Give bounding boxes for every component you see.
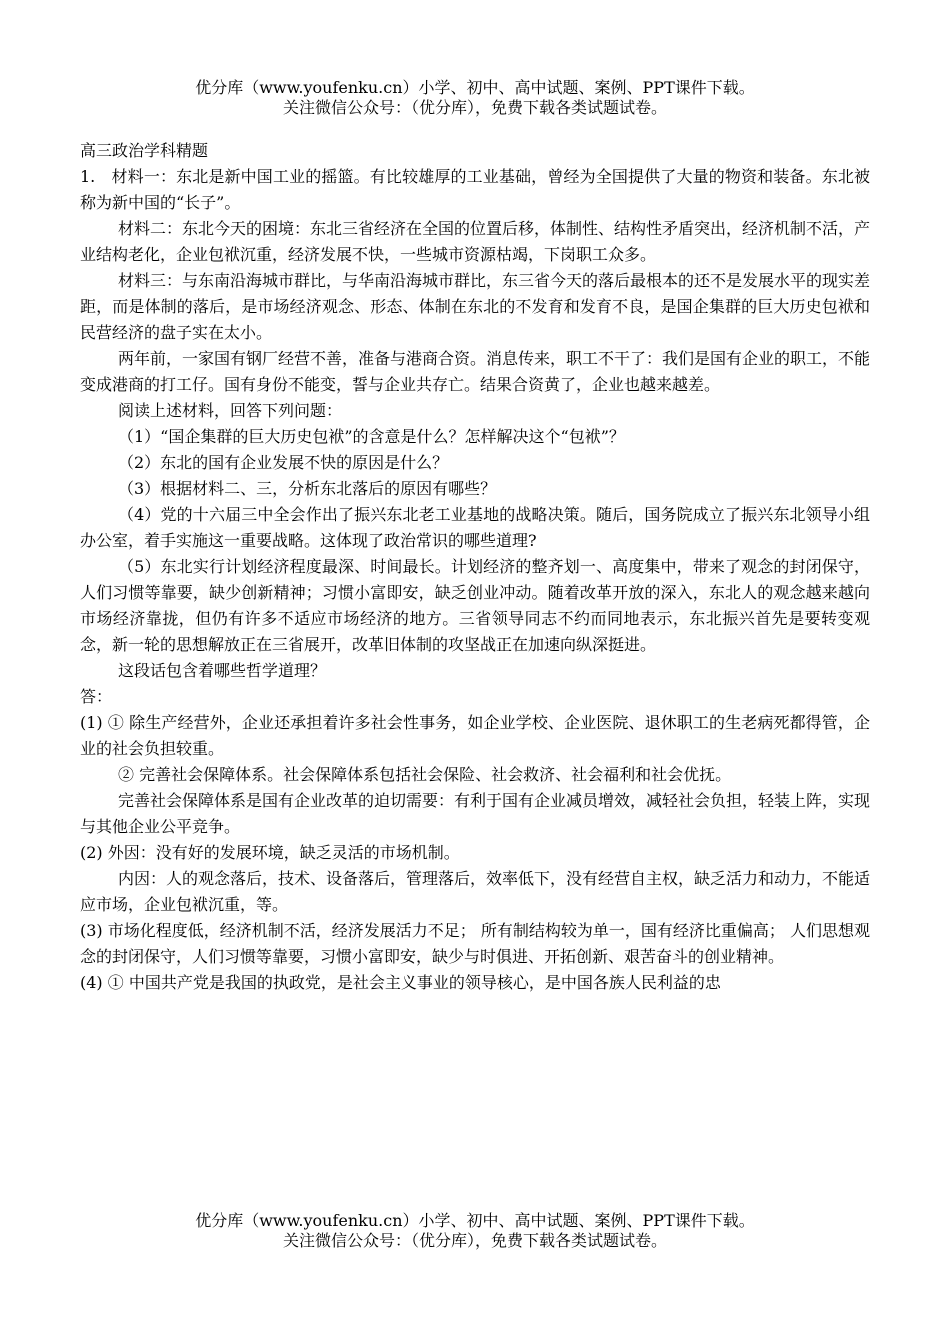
answer-1-part-3: 完善社会保障体系是国有企业改革的迫切需要：有利于国有企业减员增效，减轻社会负担，轻装上阵，实现与其他企业公平竞争。 xyxy=(80,791,871,836)
header-line-1: 优分库（www.youfenku.cn）小学、初中、高中试题、案例、PPT课件下载。 xyxy=(195,78,755,97)
answer-1-part-1: (1) ① 除生产经营外，企业还承担着许多社会性事务，如企业学校、企业医院、退休职工的生老病死都得管，企业的社会负担较重。 xyxy=(80,713,870,758)
footer-line-1: 优分库（www.youfenku.cn）小学、初中、高中试题、案例、PPT课件下载。 xyxy=(195,1211,755,1230)
question-1: （1）“国企集群的巨大历史包袱”的含意是什么？怎样解决这个“包袱”？ xyxy=(118,427,625,446)
answer-1-part-2: ② 完善社会保障体系。社会保障体系包括社会保险、社会救济、社会福利和社会优抚。 xyxy=(118,765,732,784)
answer-label: 答： xyxy=(80,687,113,706)
footer-line-2: 关注微信公众号：（优分库），免费下载各类试题试卷。 xyxy=(282,1231,667,1250)
material-two: 材料二：东北今天的困境：东北三省经济在全国的位置后移，体制性、结构性矛盾突出，经济机制不活，产业结构老化，企业包袱沉重，经济发展不快，一些城市资源枯竭，下岗职工众多。 xyxy=(80,219,871,264)
header-line-2: 关注微信公众号：（优分库），免费下载各类试题试卷。 xyxy=(282,98,667,117)
answer-2-part-1: (2) 外因：没有好的发展环境，缺乏灵活的市场机制。 xyxy=(80,843,460,862)
material-one: 1. 材料一：东北是新中国工业的摇篮。有比较雄厚的工业基础，曾经为全国提供了大量的物资和装备。东北被称为新中国的“长子”。 xyxy=(80,167,870,212)
material-three: 材料三：与东南沿海城市群比，与华南沿海城市群比，东三省今天的落后最根本的还不是发展水平的现实差距，而是体制的落后，是市场经济观念、形态、体制在东北的不发育和发育不良，是国企集群的巨大历史包袱和民营经济的盘子实在太小。 xyxy=(80,271,871,342)
story-paragraph: 两年前，一家国有钢厂经营不善，准备与港商合资。消息传来，职工不干了：我们是国有企业的职工，不能变成港商的打工仔。国有身份不能变，誓与企业共存亡。结果合资黄了，企业也越来越差。 xyxy=(80,349,871,394)
document-body xyxy=(80,138,870,996)
answer-4: (4) ① 中国共产党是我国的执政党，是社会主义事业的领导核心，是中国各族人民利益的忠 xyxy=(80,973,721,992)
question-4: （4）党的十六届三中全会作出了振兴东北老工业基地的战略决策。随后，国务院成立了振兴东北领导小组办公室，着手实施这一重要战略。这体现了政治常识的哪些道理? xyxy=(80,505,870,550)
question-prompt: 阅读上述材料，回答下列问题： xyxy=(118,401,343,420)
answer-2-part-2: 内因：人的观念落后，技术、设备落后，管理落后，效率低下，没有经营自主权，缺乏活力和动力，不能适应市场，企业包袱沉重，等。 xyxy=(80,869,871,914)
question-5: （5）东北实行计划经济程度最深、时间最长。计划经济的整齐划一、高度集中，带来了观念的封闭保守，人们习惯等靠要，缺少创新精神；习惯小富即安，缺乏创业冲动。随着改革开放的深入，东北人的观念越来越向市场经济靠拢，但仍有许多不适应市场经济的地方。三省领导同志不约而同地表示，东北振兴首先是要转变观念，新一轮的思想解放正在三省展开，改革旧体制的攻坚战正在加速向纵深挺进。 xyxy=(80,557,870,654)
question-2: （2）东北的国有企业发展不快的原因是什么？ xyxy=(118,453,449,472)
question-5-prompt: 这段话包含着哪些哲学道理？ xyxy=(118,661,327,680)
question-3: （3）根据材料二、三，分析东北落后的原因有哪些？ xyxy=(118,479,497,498)
answer-3: (3) 市场化程度低，经济机制不活，经济发展活力不足； 所有制结构较为单一，国有经济比重偏高； 人们思想观念的封闭保守，人们习惯等靠要，习惯小富即安，缺少与时俱进、开拓创新、艰苦奋斗的创业精神。 xyxy=(80,921,870,966)
document-title: 高三政治学科精题 xyxy=(80,141,209,160)
